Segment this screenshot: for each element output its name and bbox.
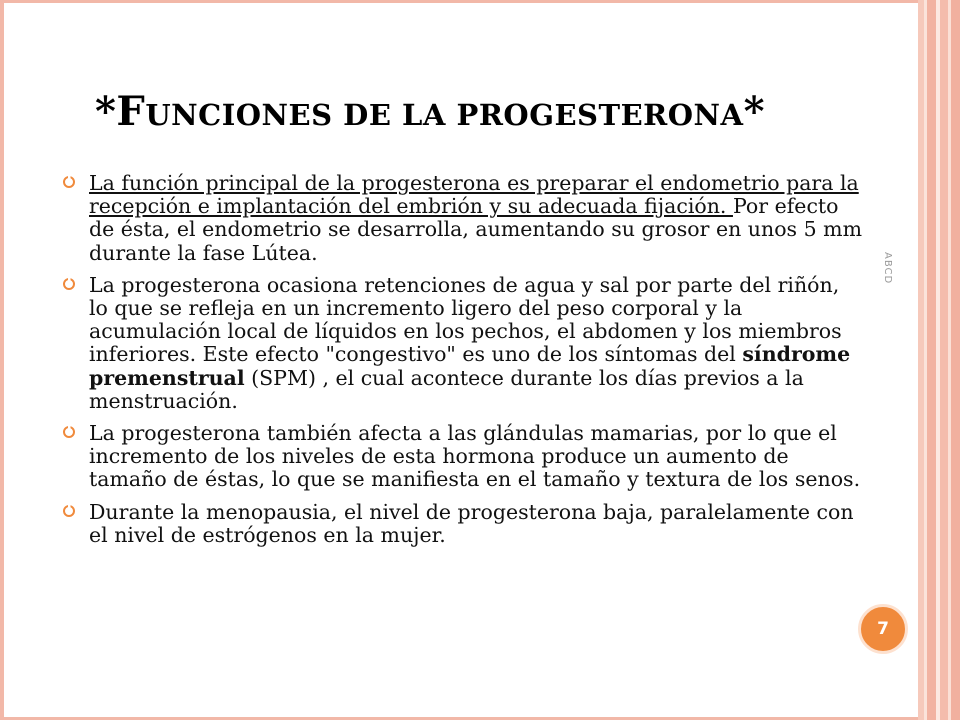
bullet-item (62, 422, 862, 492)
title-initial: F (116, 88, 146, 135)
bullet-text: La progesterona también afecta a las glándulas mamarias, por lo que el incremento de los niveles de esta hormona produce un aumento de tamaño de éstas, lo que se manifiesta en el tamaño y textura de los senos. (89, 421, 861, 492)
bullet-text: La progesterona ocasiona retenciones de agua y sal por parte del riñón, lo que se refleja en un incremento ligero del peso corporal y la acumulación local de líquidos en los pechos, el abdomen y los miembros inferiores. Este efecto "congestivo" es uno de los síntomas del (89, 272, 842, 367)
bullet-icon (62, 504, 76, 518)
bullet-underlined-text: La función principal de la progesterona es preparar el endometrio para la recepción e implantación del embrión y su adecuada fijación. (89, 171, 859, 219)
bullet-icon (62, 277, 76, 291)
bullet-icon (62, 175, 76, 189)
title-prefix: * (95, 88, 117, 135)
bullet-text: (SPM) , el cual acontece durante los días previos a la menstruación. (89, 365, 804, 413)
decorative-stripes (918, 0, 960, 720)
bullet-item (62, 501, 862, 547)
slide-frame-left (0, 0, 4, 720)
bullet-icon (62, 425, 76, 439)
bullet-bold-term: síndrome premenstrual (89, 342, 851, 390)
slide-title (95, 88, 815, 135)
title-suffix: * (743, 88, 765, 135)
page-number-badge: 7 (858, 604, 908, 654)
side-label: ABCD (882, 252, 893, 285)
title-rest: UNCIONES DE LA PROGESTERONA (145, 98, 744, 132)
bullet-list (62, 172, 862, 556)
bullet-text: Durante la menopausia, el nivel de progesterona baja, paralelamente con el nivel de estrógenos en la mujer. (89, 499, 854, 547)
slide-frame-top (0, 0, 918, 3)
bullet-text: Por efecto de ésta, el endometrio se desarrolla, aumentando su grosor en unos 5 mm durante la fase Lútea. (89, 194, 863, 265)
bullet-item (62, 274, 862, 413)
bullet-item (62, 172, 862, 265)
